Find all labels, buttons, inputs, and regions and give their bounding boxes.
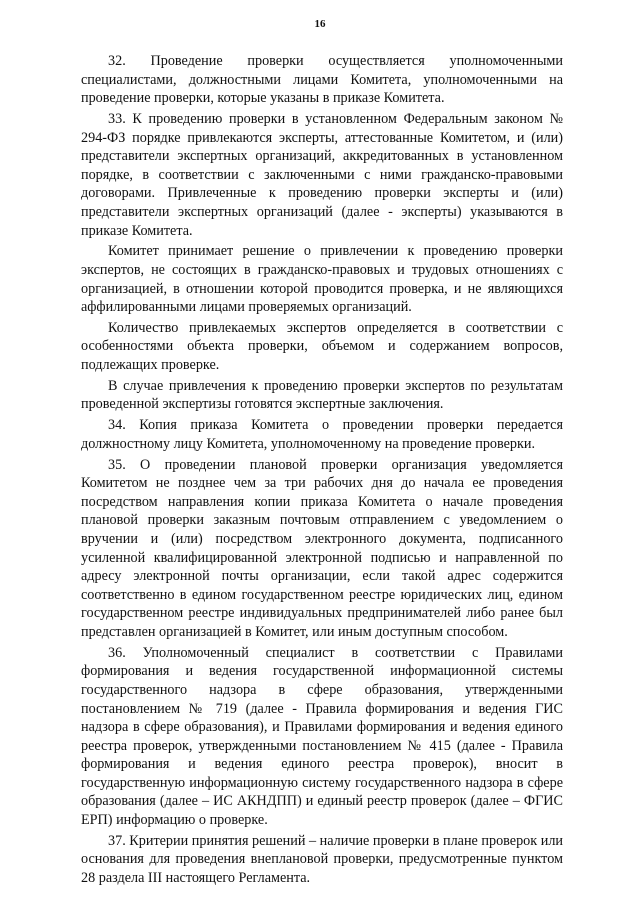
document-body [81,52,563,890]
paragraph-36: 36. Уполномоченный специалист в соответствии с Правилами формирования и ведения государственной информационной системы государственного надзора в сфере образования, утвержденными постановлением № 719 (далее - Правила формирования и ведения ГИС надзора в сфере образования), и Правилами формирования и ведения единого реестра проверок, утвержденными постановлением № 415 (далее - Правила формирования и ведения единого реестра проверок), вносит в государственную информационную систему государственного надзора в сфере образования (далее – ИС АКНДПП) и единый реестр проверок (далее – ФГИС ЕРП) информацию о проверке. [81,644,563,829]
paragraph-32: 32. Проведение проверки осуществляется уполномоченными специалистами, должностными лицами Комитета, уполномоченными на проведение проверки, которые указаны в приказе Комитета. [81,53,563,107]
paragraph-experts-decision: Комитет принимает решение о привлечении к проведению проверки экспертов, не состоящих в гражданско-правовых и трудовых отношениях с организацией, в отношении которой проводится проверка, и не являющихся аффилированными лицами проверяемых организаций. [81,243,563,316]
paragraph-33: 33. К проведению проверки в установленном Федеральным законом № 294-ФЗ порядке привлекаются эксперты, аттестованные Комитетом, и (или) представители экспертных организаций, аккредитованных в установленном порядке, в соответствии с заключенными с ними гражданско-правовыми договорами. Привлеченные к проведению проверки эксперты и (или) представители экспертных организаций (далее - эксперты) указываются в приказе Комитета. [81,110,563,239]
paragraph-expert-conclusions: В случае привлечения к проведению проверки экспертов по результатам проведенной экспертизы готовятся экспертные заключения. [81,377,563,413]
paragraph-34: 34. Копия приказа Комитета о проведении проверки передается должностному лицу Комитета, уполномоченному на проведение проверки. [81,417,563,452]
page-number: 16 [314,18,326,30]
paragraph-35: 35. О проведении плановой проверки организация уведомляется Комитетом не позднее чем за три рабочих дня до начала ее проведения посредством направления копии приказа Комитета о начале проведения плановой проверки заказным почтовым отправлением с уведомлением о вручении и (или) посредством электронного документа, подписанного усиленной квалифицированной электронной подписью и направленной по адресу электронной почты организации, если такой адрес содержится соответственно в едином государственном реестре юридических лиц, едином государственном реестре индивидуальных предпринимателей либо ранее был представлен организацией в Комитет, или иным доступным способом. [81,456,563,640]
paragraph-experts-count: Количество привлекаемых экспертов определяется в соответствии с особенностями объекта проверки, объемом и содержанием вопросов, подлежащих проверке. [81,319,563,374]
paragraph-37: 37. Критерии принятия решений – наличие проверки в плане проверок или основания для проведения внеплановой проверки, предусмотренные пунктом 28 раздела III настоящего Регламента. [81,832,563,887]
